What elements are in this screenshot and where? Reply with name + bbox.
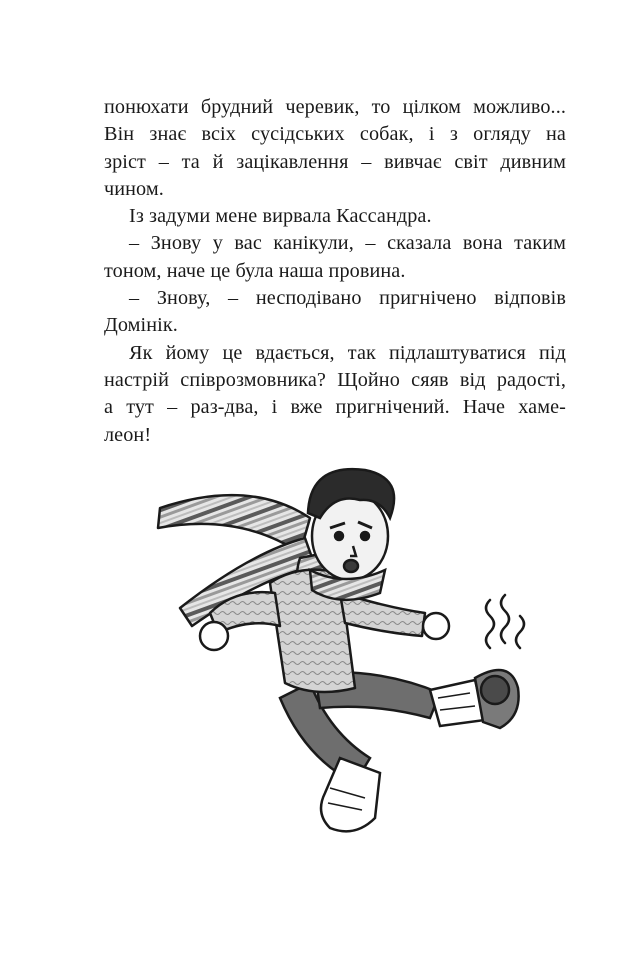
text-line: – Знову у вас канікули, – сказала вона таким (129, 232, 566, 255)
smell-lines (486, 595, 524, 648)
paragraph-4 (104, 285, 566, 340)
text-line: зріст – та й зацікавлення – вивчає світ дивним (104, 150, 566, 173)
text-line: настрій співрозмовника? Щойно сяяв від радості, (104, 368, 566, 391)
text-line: – Знову, – несподівано пригнічено відповів (129, 287, 566, 310)
text-line: чином. (104, 177, 164, 200)
paragraph-2 (104, 203, 566, 230)
text-line: Із задуми мене вирвала Кассандра. (129, 205, 432, 228)
text-line: леон! (104, 423, 152, 446)
boy-kicking-shoe-illustration (140, 458, 580, 858)
text-line: тоном, наче це була наша провина. (104, 259, 406, 282)
paragraph-3 (104, 230, 566, 285)
body-text (104, 94, 566, 449)
paragraph-1 (104, 94, 566, 203)
text-line: Як йому це вдається, так підлаштуватися під (129, 341, 566, 364)
paragraph-5 (104, 340, 566, 449)
head (308, 469, 394, 580)
text-line: понюхати брудний черевик, то цілком можливо... (104, 96, 566, 118)
text-line: Домінік. (104, 314, 178, 337)
text-line: Він знає всіх сусідських собак, і з огляду на (104, 123, 566, 146)
text-line: а тут – раз-два, і вже пригнічений. Наче хаме- (104, 396, 566, 419)
